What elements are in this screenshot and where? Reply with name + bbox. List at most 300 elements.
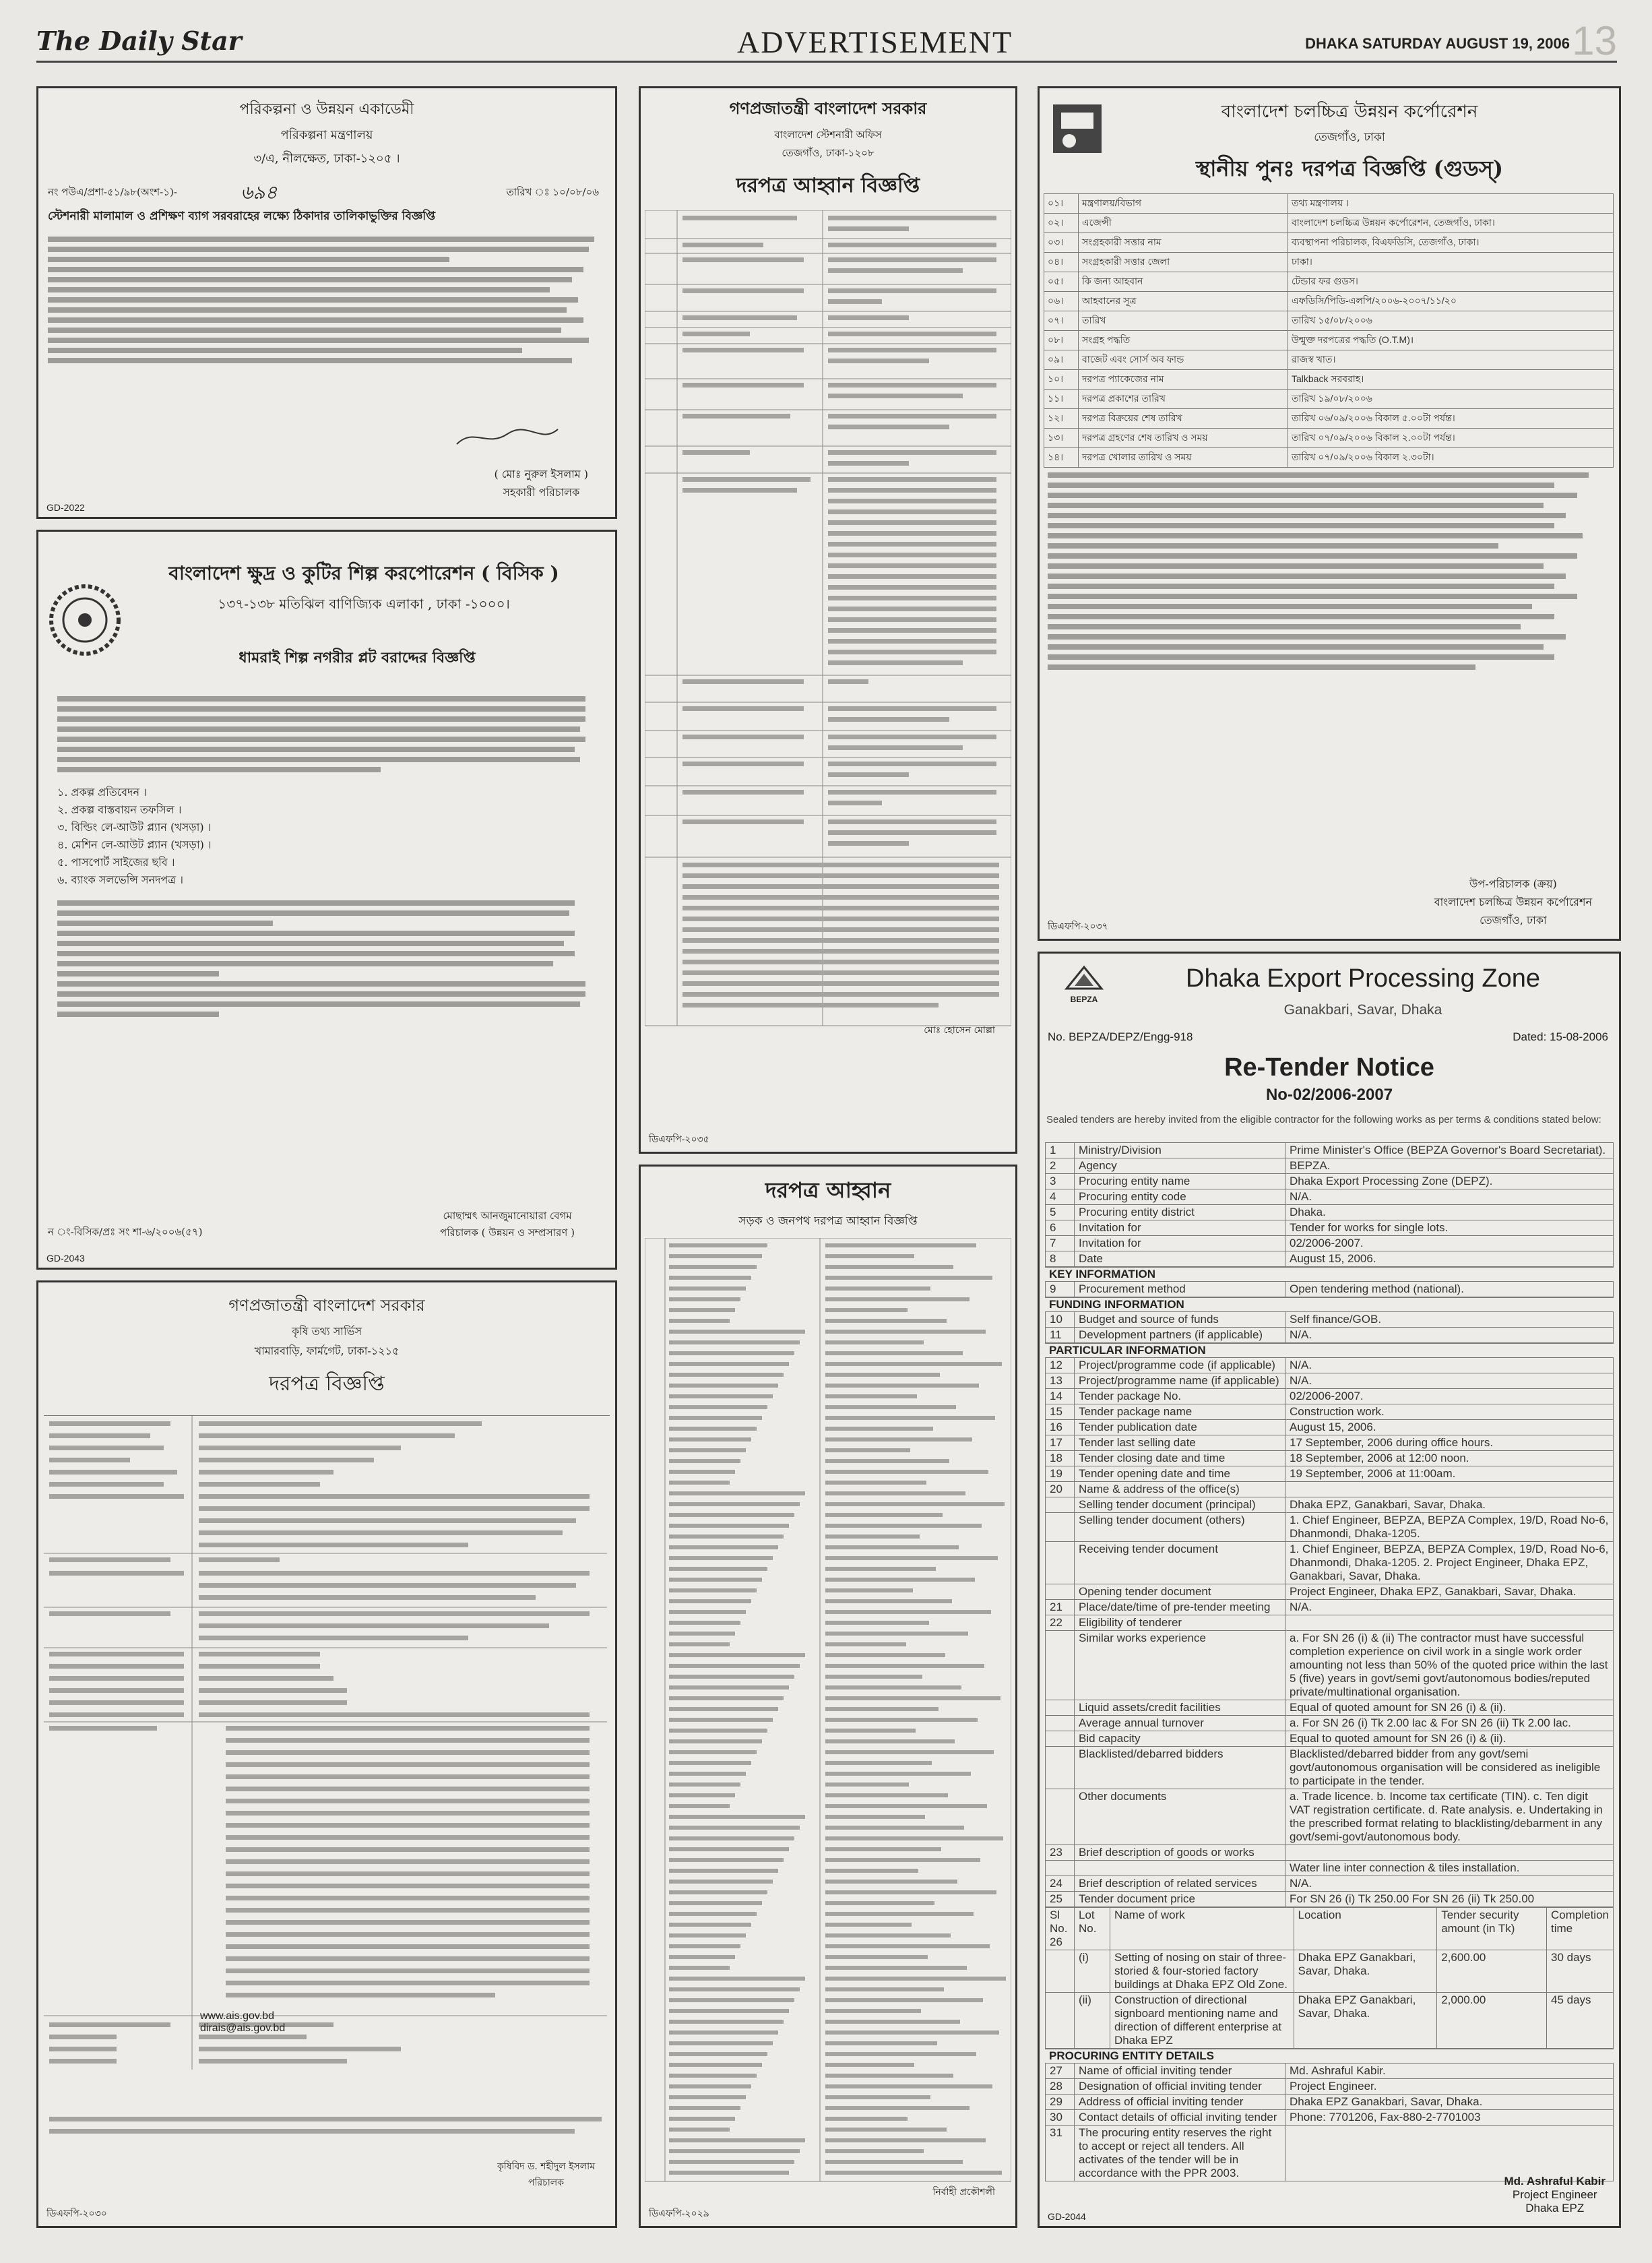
table-cell (1046, 1950, 1075, 1993)
table-cell: Invitation for (1075, 1236, 1285, 1251)
org-location: Ganakbari, Savar, Dhaka (1283, 1002, 1442, 1018)
table-cell: Tender document price (1075, 1892, 1285, 1907)
ad-depz (1038, 952, 1621, 2228)
text-line (669, 1761, 751, 1765)
office-name: বাংলাদেশ স্টেশনারী অফিস (774, 129, 882, 141)
table-row (1044, 350, 1614, 370)
text-line (669, 1772, 746, 1776)
text-line (669, 1578, 762, 1582)
text-line (669, 1599, 751, 1603)
text-line (825, 1998, 983, 2002)
text-line (669, 1890, 767, 1894)
text-line (669, 1998, 794, 2002)
table-row (1046, 1876, 1614, 1892)
intro-text: Sealed tenders are hereby invited from the eligible contractor for the following works as per terms & conditions stated below: (1046, 1114, 1601, 1125)
text-line (669, 1804, 730, 1808)
org-address: ১৩৭-১৩৮ মতিঝিল বাণিজ্যিক এলাকা , ঢাকা -১০০০। (218, 596, 510, 612)
table-cell: Tender last selling date (1075, 1435, 1285, 1451)
table-cell: The procuring entity reserves the right to accept or reject all tenders. All activates of the tender will be in accordance with the PPR 2003. (1075, 2126, 1285, 2181)
ministry-name: পরিকল্পনা মন্ত্রণালয় (280, 128, 373, 142)
table-cell: ০৫। (1044, 272, 1079, 292)
table-row (1044, 272, 1614, 292)
text-line (669, 1933, 746, 1938)
signer-location: তেজগাঁও, ঢাকা (1480, 914, 1547, 927)
text-line (669, 1384, 778, 1388)
text-line (669, 1243, 767, 1247)
table-cell: 17 September, 2006 during office hours. (1285, 1435, 1614, 1451)
tender-table (1044, 193, 1614, 468)
memo-number: ন ং-বিসিক/প্রঃ সং শা-৬/২০০৬(৫৭) (48, 1226, 203, 1238)
table-cell: Name of official inviting tender (1075, 2064, 1285, 2079)
table-cell: Tender opening date and time (1075, 1466, 1285, 1482)
text-line (825, 1330, 986, 1334)
gov-name: গণপ্রজাতন্ত্রী বাংলাদেশ সরকার (228, 1296, 425, 1315)
text-line (669, 1254, 762, 1258)
text-line (825, 1836, 1003, 1840)
table-cell: Tender package name (1075, 1404, 1285, 1420)
bscic-logo (48, 583, 122, 657)
table-cell: 14 (1046, 1389, 1075, 1404)
table-cell: Dhaka EPZ, Ganakbari, Savar, Dhaka. (1285, 1497, 1614, 1513)
text-line (825, 1826, 964, 1830)
table-cell: Place/date/time of pre-tender meeting (1075, 1600, 1285, 1615)
table-cell: 11 (1046, 1328, 1075, 1343)
ad-code: GD-2043 (46, 1253, 85, 1264)
table-cell: 17 (1046, 1435, 1075, 1451)
text-line (669, 1405, 767, 1409)
text-line (825, 1513, 943, 1517)
table-cell (1075, 1861, 1285, 1876)
text-line (669, 1847, 789, 1851)
table-row (1046, 2126, 1614, 2181)
text-line (669, 1782, 740, 1787)
text-line (825, 1351, 963, 1355)
table-cell: 1. Chief Engineer, BEPZA, BEPZA Complex, 19/D, Road No-6, Dhanmondi, Dhaka-1205. (1285, 1513, 1614, 1542)
table-lines (44, 1416, 607, 2191)
ad-stationery-office (639, 86, 1017, 1154)
text-line (669, 1729, 767, 1733)
table-cell: 6 (1046, 1220, 1075, 1236)
table-cell: a. For SN 26 (i) Tk 2.00 lac & For SN 26 (ii) Tk 2.00 lac. (1285, 1716, 1614, 1731)
table-cell: Receiving tender document (1075, 1542, 1285, 1584)
table-cell: For SN 26 (i) Tk 250.00 For SN 26 (ii) Tk 250.00 (1285, 1892, 1614, 1907)
table-cell: a. Trade licence. b. Income tax certificate (TIN). c. Ten digit VAT registration certificate. d. Rate analysis. e. Undertaking in the prescribed format relating to blacklisting/debarment in any govt/semi-govt/autonomous body. (1285, 1789, 1614, 1845)
text-line (669, 1718, 773, 1722)
table-cell: 1. Chief Engineer, BEPZA, BEPZA Complex, 19/D, Road No-6, Dhanmondi, Dhaka-1205. 2. Project Engineer, Dhaka EPZ, Ganakbari, Savar, Dhaka. (1285, 1542, 1614, 1584)
table-cell: তথ্য মন্ত্রণালয় । (1288, 194, 1614, 214)
table-cell: N/A. (1285, 1876, 1614, 1892)
table-fund (1045, 1311, 1614, 1343)
text-line (825, 2063, 914, 2067)
text-line (669, 1621, 740, 1625)
text-line (669, 1858, 784, 1862)
table-row (1046, 1328, 1614, 1343)
table-row (1044, 194, 1614, 214)
ad-headline: দরপত্র আহ্বান (765, 1177, 891, 1203)
table-cell: Tender for works for single lots. (1285, 1220, 1614, 1236)
text-line (825, 1437, 972, 1442)
text-line (669, 1977, 805, 1981)
signer-title: উপ-পরিচালক (ক্রয়) (1469, 877, 1557, 890)
table-cell: Completion time (1547, 1908, 1614, 1950)
table-cell: August 15, 2006. (1285, 1251, 1614, 1267)
table-cell: তারিখ (1079, 311, 1288, 331)
table-lines (645, 1238, 1011, 2195)
table-cell: Selling tender document (principal) (1075, 1497, 1285, 1513)
text-line (825, 1405, 956, 1409)
text-line (825, 1923, 912, 1927)
table-cell: 21 (1046, 1600, 1075, 1615)
bepza-logo (1064, 964, 1104, 1004)
signer-name: কৃষিবিদ ড. শহীদুল ইসলাম (497, 2161, 595, 2172)
text-line (669, 1448, 746, 1452)
section-particular: PARTICULAR INFORMATION (1045, 1343, 1614, 1357)
text-line (669, 1664, 800, 1668)
table-cell: Brief description of related services (1075, 1876, 1285, 1892)
table-cell: 02/2006-2007. (1285, 1236, 1614, 1251)
text-line (669, 1653, 805, 1657)
text-line (669, 1502, 800, 1506)
table-cell: Blacklisted/debarred bidders (1075, 1747, 1285, 1789)
table-cell: Development partners (if applicable) (1075, 1328, 1285, 1343)
table-cell: Dhaka EPZ Ganakbari, Savar, Dhaka. (1285, 2095, 1614, 2110)
table-row (1044, 448, 1614, 468)
text-line (825, 1556, 998, 1560)
table-cell: তারিখ ১৯/০৮/২০০৬ (1288, 390, 1614, 409)
table-row (1046, 1731, 1614, 1747)
text-line (825, 2052, 976, 2056)
table-cell: Equal to quoted amount for SN 26 (i) & (ii). (1285, 1731, 1614, 1747)
text-line (669, 2020, 784, 2024)
org-location: তেজগাঁও, ঢাকা (1314, 131, 1385, 144)
text-line (825, 2041, 937, 2045)
table-cell: 16 (1046, 1420, 1075, 1435)
text-line (825, 1739, 955, 1743)
text-line (825, 1675, 922, 1679)
text-line (669, 2117, 735, 2121)
table-cell: এজেন্সী (1079, 214, 1288, 233)
table-cell: Procurement method (1075, 1282, 1285, 1297)
text-line (669, 2041, 773, 2045)
text-line (825, 1502, 1005, 1506)
tender-table (44, 1415, 610, 2194)
org-name: পরিকল্পনা ও উন্নয়ন একাডেমী (239, 101, 414, 118)
table-cell: 30 days (1547, 1950, 1614, 1993)
text-line (825, 1459, 949, 1463)
table-cell: N/A. (1285, 1358, 1614, 1373)
text-line (825, 1524, 982, 1528)
table-row (1046, 1373, 1614, 1389)
ad-code: ডিএফপি-২০৩৫ (649, 1134, 709, 1144)
table-row (1046, 1716, 1614, 1731)
table-row (1046, 1143, 1614, 1158)
text-line (825, 1707, 939, 1711)
table-cell: Sl No. 26 (1046, 1908, 1075, 1950)
text-line (669, 2030, 778, 2035)
text-line (669, 1901, 762, 1905)
table-cell: August 15, 2006. (1285, 1420, 1614, 1435)
table-row (1046, 1513, 1614, 1542)
table-cell: 02/2006-2007. (1285, 1389, 1614, 1404)
text-line (669, 2052, 767, 2056)
table-cell: Invitation for (1075, 1220, 1285, 1236)
table-row (1046, 1584, 1614, 1600)
table-cell (1046, 1584, 1075, 1600)
text-line (825, 2095, 930, 2099)
table-row (1046, 2095, 1614, 2110)
text-line (825, 1340, 924, 1344)
dateline: DHAKA SATURDAY AUGUST 19, 2006 (1305, 35, 1570, 52)
table-lots (1045, 1907, 1614, 2049)
text-line (825, 1966, 967, 1970)
text-line (825, 2160, 963, 2164)
table-cell: Water line inter connection & tiles installation. (1285, 1861, 1614, 1876)
table-cell: 12 (1046, 1358, 1075, 1373)
table-cell (1046, 1861, 1075, 1876)
text-line (825, 1254, 914, 1258)
notice-title: Re-Tender Notice (1224, 1053, 1434, 1082)
ad-code: GD-2022 (46, 502, 85, 513)
text-line (669, 1351, 794, 1355)
text-line (669, 1567, 767, 1571)
text-line (669, 1923, 751, 1927)
table-cell: আহবানের সূত্র (1079, 292, 1288, 311)
table-row (1044, 390, 1614, 409)
text-line (825, 1297, 970, 1301)
table-cell: ০৮। (1044, 331, 1079, 350)
ref-number: No. BEPZA/DEPZ/Engg-918 (1048, 1030, 1193, 1043)
text-line (825, 2171, 1002, 2175)
table-cell: N/A. (1285, 1373, 1614, 1389)
body-text-2 (38, 900, 615, 1017)
body-text (38, 229, 615, 371)
table-cell: দরপত্র খোলার তারিখ ও সময় (1079, 448, 1288, 468)
table-row (1044, 233, 1614, 253)
text-line (825, 1308, 908, 1312)
bepza-logo-text: BEPZA (1070, 995, 1098, 1004)
table-cell: 45 days (1547, 1993, 1614, 2049)
table-cell: 4 (1046, 1189, 1075, 1205)
text-line (825, 1664, 984, 1668)
table-row (1046, 1950, 1614, 1993)
list-item: ২. প্রকল্প বাস্তবায়ন তফসিল । (57, 803, 182, 816)
signature (453, 424, 561, 451)
org-name: Dhaka Export Processing Zone (1186, 964, 1540, 993)
ad-headline: দরপত্র বিজ্ঞপ্তি (269, 1372, 385, 1396)
table-cell: দরপত্র প্রকাশের তারিখ (1079, 390, 1288, 409)
table-cell: 18 September, 2006 at 12:00 noon. (1285, 1451, 1614, 1466)
list-item: ১. প্রকল্প প্রতিবেদন । (57, 786, 147, 799)
table-cell: Ministry/Division (1075, 1143, 1285, 1158)
table-cell: 3 (1046, 1174, 1075, 1189)
tender-table (645, 210, 1011, 1109)
text-line (825, 1491, 965, 1495)
table-row (1046, 1482, 1614, 1497)
table-row (1046, 1631, 1614, 1700)
text-line (825, 1933, 951, 1938)
table-row (1044, 429, 1614, 448)
table-row (1046, 2079, 1614, 2095)
table-cell: 28 (1046, 2079, 1075, 2095)
text-line (825, 2149, 924, 2153)
text-line (825, 2009, 921, 2013)
text-line (669, 1534, 784, 1539)
text-line (669, 1373, 784, 1377)
table-row (1046, 1747, 1614, 1789)
table-cell: N/A. (1285, 1189, 1614, 1205)
table-row (1046, 1158, 1614, 1174)
table-row (1044, 311, 1614, 331)
table-cell: Procuring entity name (1075, 1174, 1285, 1189)
text-line (669, 1513, 794, 1517)
table-cell: টেন্ডার ফর গুডস। (1288, 272, 1614, 292)
ad-code: ডিএফপি-২০৩৭ (1048, 921, 1108, 931)
text-line (669, 1912, 757, 1916)
text-line (825, 1858, 980, 1862)
table-cell: Self finance/GOB. (1285, 1312, 1614, 1328)
table-cell: Project Engineer, Dhaka EPZ, Ganakbari, Savar, Dhaka. (1285, 1584, 1614, 1600)
table-cell: Procuring entity district (1075, 1205, 1285, 1220)
table-row (1044, 253, 1614, 272)
table-cell: 20 (1046, 1482, 1075, 1497)
text-line (825, 1448, 910, 1452)
table-row (1046, 1312, 1614, 1328)
section-entity: PROCURING ENTITY DETAILS (1045, 2049, 1614, 2063)
text-line (669, 1437, 751, 1442)
text-line (669, 1340, 800, 1344)
text-line (825, 1384, 979, 1388)
table-cell: Location (1294, 1908, 1437, 1950)
text-line (669, 1750, 757, 1754)
table-cell: Dhaka EPZ Ganakbari, Savar, Dhaka. (1294, 1950, 1437, 1993)
section-key-info: KEY INFORMATION (1045, 1267, 1614, 1281)
table-row (1046, 1542, 1614, 1584)
page-number: 13 (1572, 18, 1617, 63)
web-link[interactable]: www.ais.gov.bd (200, 2010, 274, 2022)
text-line (825, 1793, 948, 1797)
table-cell: Bid capacity (1075, 1731, 1285, 1747)
text-line (669, 1642, 730, 1646)
table-cell: Name of work (1110, 1908, 1294, 1950)
table-cell: ১৪। (1044, 448, 1079, 468)
ad-headline: দরপত্র আহ্বান বিজ্ঞপ্তি (736, 174, 920, 197)
table-row (1046, 1236, 1614, 1251)
office-address: তেজগাঁও, ঢাকা-১২০৮ (782, 147, 875, 159)
table-cell: 9 (1046, 1282, 1075, 1297)
text-line (825, 1610, 991, 1614)
table-cell: ০৬। (1044, 292, 1079, 311)
table-cell (1285, 1615, 1614, 1631)
text-line (825, 1772, 971, 1776)
table-cell (1285, 1482, 1614, 1497)
table-row (1046, 1861, 1614, 1876)
ad-code: ডিএফপি-২০২৯ (649, 2208, 709, 2219)
table-row (1046, 1205, 1614, 1220)
table-cell: Open tendering method (national). (1285, 1282, 1614, 1297)
table-row (1046, 1789, 1614, 1845)
table-top (1045, 1142, 1614, 1267)
table-cell: Tender publication date (1075, 1420, 1285, 1435)
text-line (825, 1588, 913, 1592)
dated: Dated: 15-08-2006 (1513, 1030, 1608, 1043)
table-cell: 19 (1046, 1466, 1075, 1482)
office-address: খামারবাড়ি, ফার্মগেট, ঢাকা-১২১৫ (254, 1344, 400, 1357)
table-cell: Talkback সরবরাহ। (1288, 370, 1614, 390)
table-cell (1285, 2126, 1614, 2181)
ad-headline: স্টেশনারী মালামাল ও প্রশিক্ষণ ব্যাগ সরবরাহের লক্ষ্যে ঠিকাদার তালিকাভুক্তির বিজ্ঞপ্তি (48, 210, 436, 223)
text-line (825, 1761, 932, 1765)
table-cell: 23 (1046, 1845, 1075, 1861)
table-cell: Dhaka Export Processing Zone (DEPZ). (1285, 1174, 1614, 1189)
text-line (669, 1470, 735, 1474)
table-cell: Project/programme code (if applicable) (1075, 1358, 1285, 1373)
table-cell: তারিখ ০৬/০৯/২০০৬ বিকাল ৫.০০টা পর্যন্ত। (1288, 409, 1614, 429)
table-cell: ০২। (1044, 214, 1079, 233)
body-text (38, 671, 615, 772)
table-cell (1285, 1845, 1614, 1861)
text-line (669, 1427, 757, 1431)
table-cell: Setting of nosing on stair of three-storied & four-storied factory buildings at Dhaka EPZ Old Zone. (1110, 1950, 1294, 1993)
table-cell: Name & address of the office(s) (1075, 1482, 1285, 1497)
text-line (825, 1362, 1002, 1366)
table-row (1044, 331, 1614, 350)
table-row (1046, 1600, 1614, 1615)
ad-bfdc (1038, 86, 1621, 941)
text-line (825, 1869, 918, 1873)
text-line (669, 1944, 740, 1948)
table-cell: এফডিসি/পিডি-এলপি/২০০৬-২০০৭/১১/২০ (1288, 292, 1614, 311)
text-line (825, 1880, 957, 1884)
text-line (825, 1685, 961, 1690)
email-link[interactable]: dirais@ais.gov.bd (200, 2022, 286, 2034)
table-cell: Brief description of goods or works (1075, 1845, 1285, 1861)
ad-code: ডিএফপি-২০৩০ (46, 2208, 107, 2219)
table-cell (1046, 1993, 1075, 2049)
text-line (669, 1394, 773, 1398)
text-line (825, 2020, 960, 2024)
text-line (669, 1707, 778, 1711)
table-cell: 27 (1046, 2064, 1075, 2079)
text-line (825, 1912, 974, 1916)
table-cell: N/A. (1285, 1600, 1614, 1615)
table-cell: 30 (1046, 2110, 1075, 2126)
table-row (1044, 370, 1614, 390)
table-row (1046, 1845, 1614, 1861)
table-cell: তারিখ ০৭/০৯/২০০৬ বিকাল ২.০০টা পর্যন্ত। (1288, 429, 1614, 448)
table-row (1046, 1993, 1614, 2049)
table-cell: 8 (1046, 1251, 1075, 1267)
table-cell: দরপত্র গ্রহণের শেষ তারিখ ও সময় (1079, 429, 1288, 448)
text-line (825, 1265, 953, 1269)
table-row (1046, 1615, 1614, 1631)
text-line (825, 1319, 947, 1323)
table-cell (1046, 1497, 1075, 1513)
ad-code: GD-2044 (1048, 2211, 1086, 2222)
text-line (825, 1632, 968, 1636)
list-item: ৩. বিল্ডিং লে-আউট প্ল্যান (খসড়া) । (57, 821, 212, 834)
text-line (669, 1880, 773, 1884)
table-cell: Tender package No. (1075, 1389, 1285, 1404)
ad-headline: ধামরাই শিল্প নগরীর প্লট বরাদ্দের বিজ্ঞপ্তি (239, 649, 476, 666)
memo-date: তারিখ ঃ ১০/০৮/০৬ (506, 186, 599, 198)
table-cell: Budget and source of funds (1075, 1312, 1285, 1328)
gov-name: গণপ্রজাতন্ত্রী বাংলাদেশ সরকার (729, 98, 927, 118)
text-line (825, 1750, 994, 1754)
text-line (669, 1491, 805, 1495)
table-row (1046, 1908, 1614, 1950)
text-line (669, 1696, 784, 1700)
signer-title: সহকারী পরিচালক (503, 486, 580, 499)
